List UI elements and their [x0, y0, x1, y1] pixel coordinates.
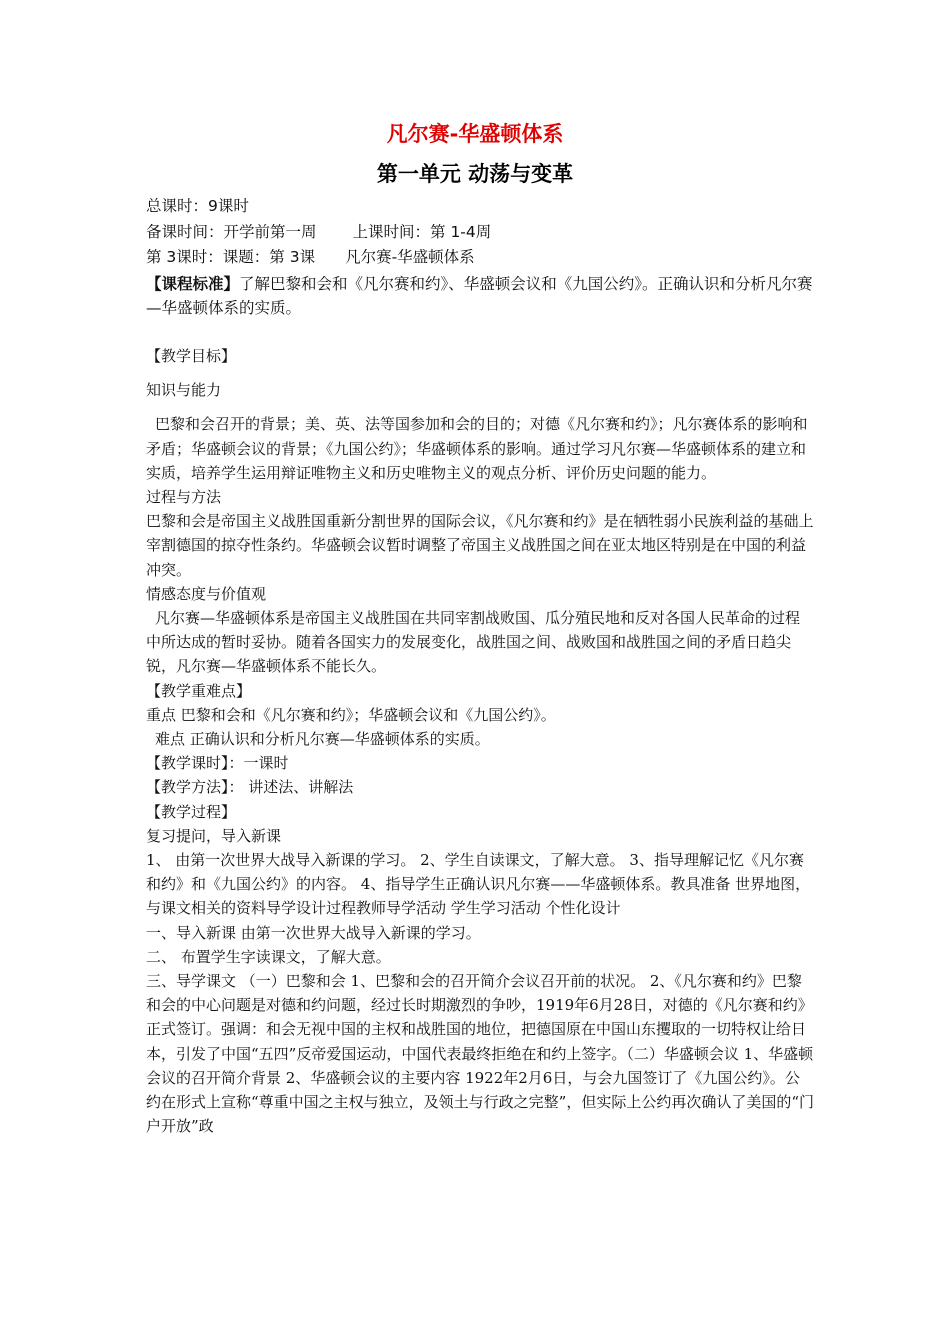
section-heading-process: 【教学过程】: [146, 802, 237, 821]
class-time: 上课时间：第 1-4周: [352, 223, 492, 241]
class-hours-line: 【教学课时】：一课时: [146, 754, 289, 773]
total-hours: 总课时：9课时: [146, 197, 249, 215]
section-heading-key: 【教学重难点】: [146, 681, 252, 700]
difficult-point: 难点 正确认识和分析凡尔赛—华盛顿体系的实质。: [155, 730, 490, 749]
paragraph-knowledge: 巴黎和会召开的背景；美、英、法等国参加和会的目的；对德《凡尔赛和约》；凡尔赛体系的影响和矛盾；华盛顿会议的背景；《九国公约》；华盛顿体系的影响。通过学习凡尔赛—华盛顿体系的建立和实质，培养学生运用辩证唯物主义和历史唯物主义的观点分析、评价历史问题的能力。: [146, 415, 808, 482]
course-standard-text: 了解巴黎和会和《凡尔赛和约》、华盛顿会议和《九国公约》。正确认识和分析凡尔赛—华盛顿体系的实质。: [146, 275, 813, 317]
unit-title: 第一单元 动荡与变革: [376, 161, 574, 186]
prep-time: 备课时间：开学前第一周: [146, 223, 317, 241]
schedule-line: [146, 222, 491, 242]
document-title: 凡尔赛-华盛顿体系: [386, 122, 564, 146]
course-standard: [146, 272, 816, 320]
method-line: 【教学方法】： 讲述法、讲解法: [146, 778, 354, 797]
paragraph-process: 巴黎和会是帝国主义战胜国重新分割世界的国际会议，《凡尔赛和约》是在牺牲弱小民族利益的基础上宰割德国的掠夺性条约。华盛顿会议暂时调整了帝国主义战胜国之间在亚太地区特别是在中国的利益冲突。: [146, 512, 814, 579]
key-point: 重点 巴黎和会和《凡尔赛和约》；华盛顿会议和《九国公约》。: [146, 705, 556, 724]
item-two: 二、 布置学生字读课文，了解大意。: [146, 947, 391, 966]
subheading-emotion: 情感态度与价值观: [146, 584, 267, 603]
lesson-number: 第 3课时：课题：第 3课: [146, 248, 316, 266]
lesson-topic: 凡尔赛-华盛顿体系: [345, 248, 475, 266]
item-three: 三、导学课文 （一）巴黎和会 1、巴黎和会的召开简介会议召开前的状况。 2、《凡尔赛和约》巴黎和会的中心问题是对德和约问题，经过长时期激烈的争吵，1919年6月28日，对德的《凡尔赛和约》正式签订。强调：和会无视中国的主权和战胜国的地位，把德国原在中国山东攫取的一切特权让给日本，引发了中国“五四”反帝爱国运动，中国代表最终拒绝在和约上签字。（二）华盛顿会议 1、华盛顿会议的召开简介背景 2、华盛顿会议的主要内容 1922年2月6日，与会九国签订了《九国公约》。公约在形式上宣称“尊重中国之主权与独立，及领土与行政之完整”，但实际上公约再次确认了美国的“门户开放”政: [146, 972, 815, 1136]
review-line: 复习提问，导入新课: [146, 826, 282, 845]
steps-paragraph: 1、 由第一次世界大战导入新课的学习。 2、学生自读课文，了解大意。 3、指导理解记忆《凡尔赛和约》和《九国公约》的内容。 4、指导学生正确认识凡尔赛——华盛顿体系。教具准备 世界地图，与课文相关的资料导学设计过程教师导学活动 学生学习活动 个性化设计: [146, 851, 811, 918]
paragraph-emotion: 凡尔赛—华盛顿体系是帝国主义战胜国在共同宰割战败国、瓜分殖民地和反对各国人民革命的过程中所达成的暂时妥协。随着各国实力的发展变化，战胜国之间、战败国和战胜国之间的矛盾日趋尖锐，凡尔赛—华盛顿体系不能长久。: [146, 609, 801, 676]
item-one: 一、导入新课 由第一次世界大战导入新课的学习。: [146, 923, 481, 942]
section-heading-goals: 【教学目标】: [146, 347, 237, 365]
course-standard-label: 【课程标准】: [146, 275, 240, 293]
subheading-knowledge: 知识与能力: [146, 381, 222, 400]
total-hours-line: [146, 196, 249, 216]
lesson-line: [146, 247, 475, 267]
document-body: [146, 344, 814, 1139]
subheading-process: 过程与方法: [146, 488, 222, 507]
